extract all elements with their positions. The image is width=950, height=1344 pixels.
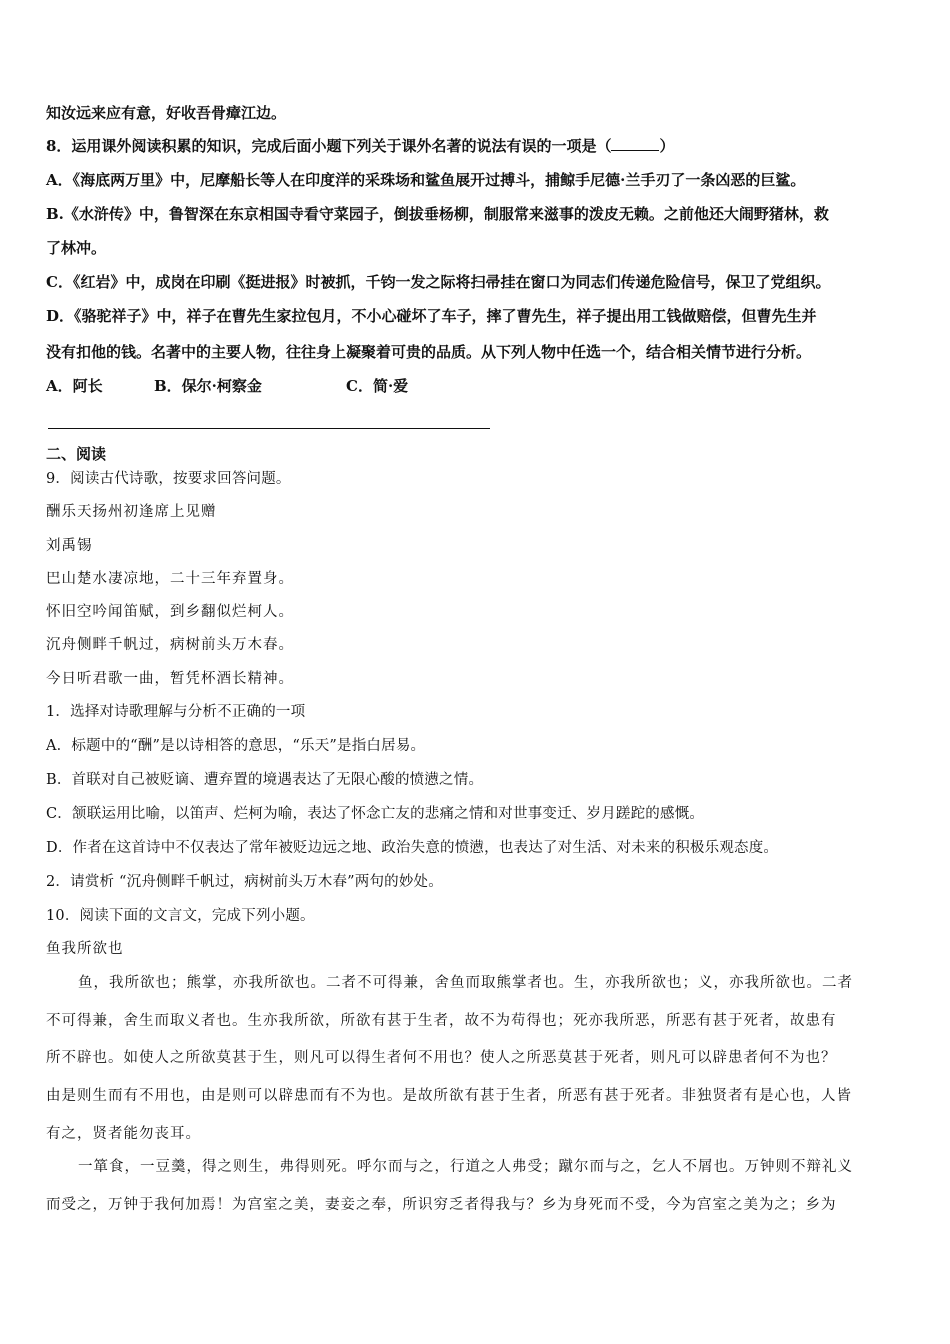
q9-option-a: A．标题中的“酬”是以诗相答的意思，“乐天”是指白居易。 (46, 738, 426, 754)
poem-author: 刘禹锡 (46, 538, 93, 554)
q7-poem-tail: 知汝远来应有意，好收吾骨瘴江边。 (46, 104, 287, 122)
q8-stem-text: 8．运用课外阅读积累的知识，完成后面小题下列关于课外名著的说法有误的一项是（ (46, 137, 612, 155)
answer-line (48, 428, 490, 429)
passage-p1-line: 有之，贤者能勿丧耳。 (46, 1126, 201, 1142)
q8-option-b-line2: 了林冲。 (46, 239, 107, 257)
q8-option-a: A．《海底两万里》中，尼摩船长等人在印度洋的采珠场和鲨鱼展开过搏斗，捕鲸手尼德·兰手刃了一条凶恶的巨鲨。 (46, 171, 806, 189)
q9-option-d: D．作者在这首诗中不仅表达了常年被贬边远之地、政治失意的愤懑，也表达了对生活、对未来的积极乐观态度。 (46, 840, 779, 856)
poem-line-4: 今日听君歌一曲，暂凭杯酒长精神。 (46, 671, 294, 687)
passage-p1-line: 不可得兼，舍生而取义者也。生亦我所欲，所欲有甚于生者，故不为苟得也；死亦我所恶，所恶有甚于死者，故患有 (46, 1013, 837, 1029)
q8-option-b-line1: B.《水浒传》中，鲁智深在东京相国寺看守菜园子，倒拔垂杨柳，制服常来滋事的泼皮无赖。之前他还大闹野猪林，救 (46, 205, 829, 223)
choice-a-chang: A．阿长 (46, 377, 103, 395)
passage-title: 鱼我所欲也 (46, 941, 124, 957)
q9-stem: 9．阅读古代诗歌，按要求回答问题。 (46, 471, 291, 487)
q10-stem: 10．阅读下面的文言文，完成下列小题。 (46, 908, 315, 924)
poem-line-3: 沉舟侧畔千帆过，病树前头万木春。 (46, 637, 294, 653)
q8-option-c: C．《红岩》中，成岗在印刷《挺进报》时被抓，千钧一发之际将扫帚挂在窗口为同志们传递危险信号，保卫了党组织。 (46, 273, 831, 291)
answer-blank[interactable] (611, 136, 659, 151)
poem-line-1: 巴山楚水凄凉地，二十三年弃置身。 (46, 571, 294, 587)
q9-sub2-stem: 2．请赏析 “沉舟侧畔千帆过，病树前头万木春”两句的妙处。 (46, 874, 443, 890)
passage-p1-line: 由是则生而有不用也，由是则可以辟患而有不为也。是故所欲有甚于生者，所恶有甚于死者。非独贤者有是心也，人皆 (46, 1088, 852, 1104)
q8-stem-close: ） (659, 137, 675, 155)
choice-b-pavel: B．保尔·柯察金 (154, 377, 262, 395)
passage-p2-line: 一箪食，一豆羹，得之则生，弗得则死。呼尔而与之，行道之人弗受；蹴尔而与之，乞人不屑也。万钟则不辩礼义 (78, 1159, 853, 1175)
q8-option-d-line1: D．《骆驼祥子》中，祥子在曹先生家拉包月，不小心碰坏了车子，摔了曹先生，祥子提出用工钱做赔偿，但曹先生并 (46, 307, 817, 325)
q9-option-c: C．颔联运用比喻，以笛声、烂柯为喻，表达了怀念亡友的悲痛之情和对世事变迁、岁月蹉跎的感慨。 (46, 806, 705, 822)
passage-p1-line: 鱼，我所欲也；熊掌，亦我所欲也。二者不可得兼，舍鱼而取熊掌者也。生，亦我所欲也；义，亦我所欲也。二者 (78, 975, 853, 991)
choice-c-jane-eyre: C．简·爱 (346, 377, 409, 395)
poem-line-2: 怀旧空吟闻笛赋，到乡翻似烂柯人。 (46, 604, 294, 620)
q8-stem (46, 136, 674, 156)
section-2-heading: 二、阅读 (46, 445, 107, 463)
q9-option-b: B．首联对自己被贬谪、遭弃置的境遇表达了无限心酸的愤懑之情。 (46, 772, 484, 788)
q8-option-d-line2: 没有扣他的钱。名著中的主要人物，往往身上凝聚着可贵的品质。从下列人物中任选一个，结合相关情节进行分析。 (46, 343, 812, 361)
passage-p1-line: 所不辟也。如使人之所欲莫甚于生，则凡可以得生者何不用也？使人之所恶莫甚于死者，则凡可以辟患者何不为也？ (46, 1050, 837, 1066)
poem-title: 酬乐天扬州初逢席上见赠 (46, 504, 217, 520)
q9-sub1-stem: 1．选择对诗歌理解与分析不正确的一项 (46, 704, 306, 720)
passage-p2-line: 而受之，万钟于我何加焉！为宫室之美，妻妾之奉，所识穷乏者得我与？乡为身死而不受，今为宫室之美为之；乡为 (46, 1197, 837, 1213)
q8-character-choices (46, 376, 408, 396)
